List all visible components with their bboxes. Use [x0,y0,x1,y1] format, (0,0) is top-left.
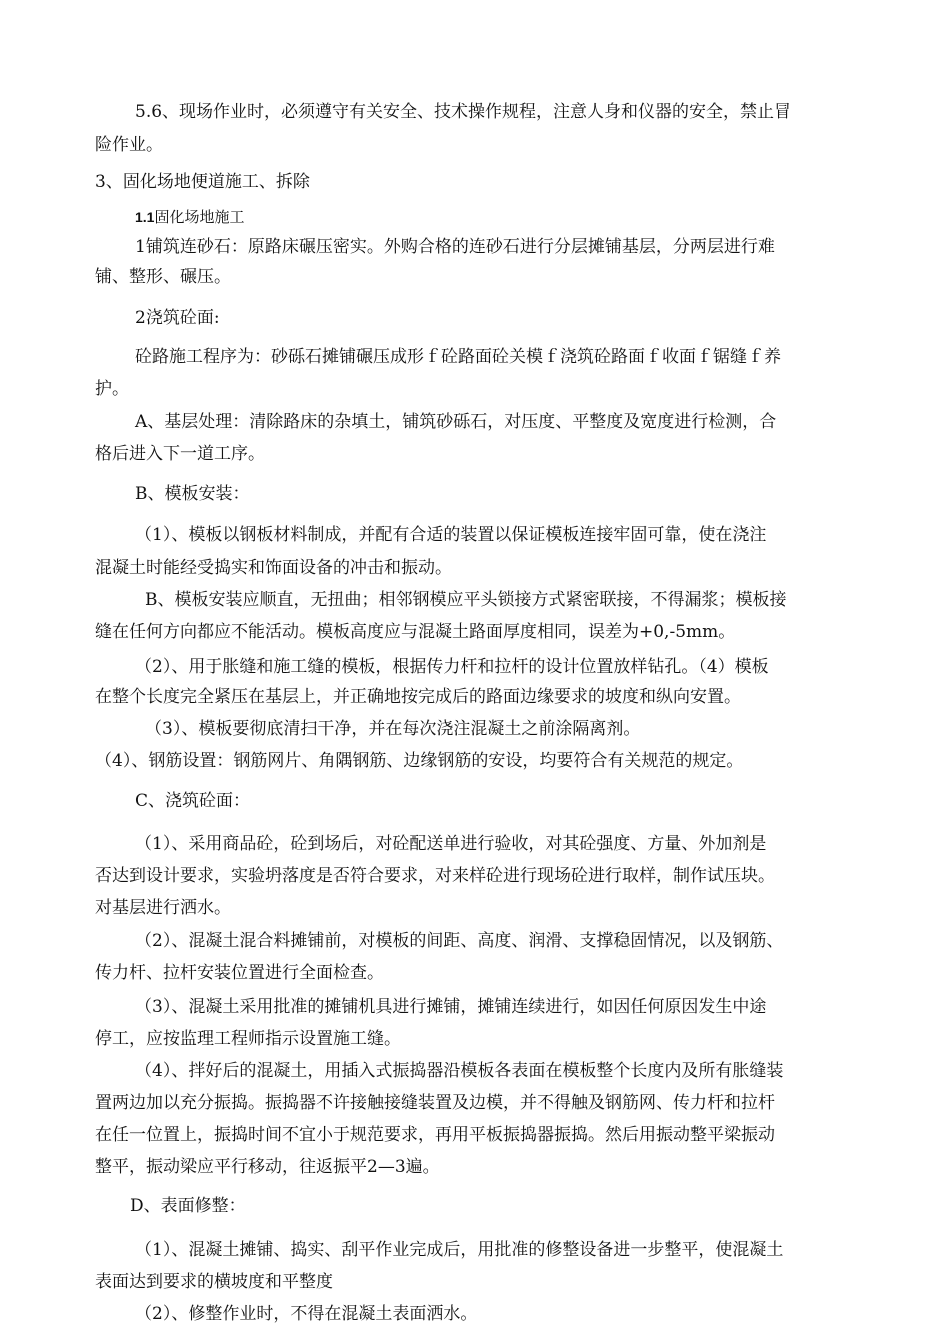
text-line: 缝在任何方向都应不能活动。模板高度应与混凝土路面厚度相同，误差为+0,-5mm。 [95,622,736,642]
text-line: （4）、拌好后的混凝土，用插入式振捣器沿模板各表面在模板整个长度内及所有胀缝装 [135,1061,784,1081]
text-line: 险作业。 [95,135,163,155]
text-line: （2）、混凝土混合料摊铺前，对模板的间距、高度、润滑、支撑稳固情况，以及钢筋、 [135,931,784,951]
text-line: 护。 [95,379,129,399]
text-line: 1铺筑连砂石：原路床碾压密实。外购合格的连砂石进行分层摊铺基层，分两层进行难 [135,237,775,257]
text-line: 置两边加以充分振捣。振捣器不许接触接缝装置及边模，并不得触及钢筋网、传力杆和拉杆 [95,1093,775,1113]
subsection-heading [135,206,244,228]
text-line: 在任一位置上，振捣时间不宜小于规范要求，再用平板振捣器振捣。然后用振动整平梁振动 [95,1125,775,1145]
text-line: 砼路施工程序为：砂砾石摊铺碾压成形ｆ砼路面砼关模ｆ浇筑砼路面ｆ收面ｆ锯缝ｆ养 [135,347,781,367]
text-line: 表面达到要求的横坡度和平整度 [95,1272,333,1292]
text-line: 停工，应按监理工程师指示设置施工缝。 [95,1029,401,1049]
text-line: C、浇筑砼面： [135,791,251,811]
text-line: （4）、钢筋设置：钢筋网片、角隅钢筋、边缘钢筋的安设，均要符合有关规范的规定。 [95,751,744,771]
text-line: A、基层处理：清除路床的杂填土，铺筑砂砾石，对压度、平整度及宽度进行检测，合 [135,412,777,432]
text-line: （2）、修整作业时，不得在混凝土表面洒水。 [135,1304,478,1324]
text-line: 传力杆、拉杆安装位置进行全面检查。 [95,963,384,983]
text-line: （3）、混凝土采用批准的摊铺机具进行摊铺，摊铺连续进行，如因任何原因发生中途 [135,997,767,1017]
text-line: （2）、用于胀缝和施工缝的模板，根据传力杆和拉杆的设计位置放样钻孔。（4）模板 [135,657,769,677]
text-line: 铺、整形、碾压。 [95,267,231,287]
text-line: 整平，振动梁应平行移动，往返振平2—3遍。 [95,1157,440,1177]
subsection-number: 1.1 [135,209,155,225]
text-line: 对基层进行洒水。 [95,898,231,918]
text-line: 在整个长度完全紧压在基层上，并正确地按完成后的路面边缘要求的坡度和纵向安置。 [95,687,741,707]
text-line: B、模板安装： [135,484,250,504]
text-line: 格后进入下一道工序。 [95,444,265,464]
text-line: 2浇筑砼面: [135,308,220,328]
subsection-title: 固化场地施工 [154,208,245,226]
text-line: 混凝土时能经受捣实和饰面设备的冲击和振动。 [95,558,452,578]
text-line: （3）、模板要彻底清扫干净，并在每次浇注混凝土之前涂隔离剂。 [145,719,641,739]
section-heading: 3、固化场地便道施工、拆除 [95,172,310,192]
text-line: （1）、混凝土摊铺、捣实、刮平作业完成后，用批准的修整设备进一步整平，使混凝土 [135,1240,784,1260]
text-line: （1）、模板以钢板材料制成，并配有合适的装置以保证模板连接牢固可靠，使在浇注 [135,525,767,545]
text-line: B、模板安装应顺直，无扭曲；相邻钢模应平头锁接方式紧密联接，不得漏浆；模板接 [145,590,787,610]
text-line: 5.6、现场作业时，必须遵守有关安全、技术操作规程，注意人身和仪器的安全，禁止冒 [135,102,792,122]
text-line: D、表面修整： [130,1196,246,1216]
text-line: （1）、采用商品砼，砼到场后，对砼配送单进行验收，对其砼强度、方量、外加剂是 [135,834,767,854]
text-line: 否达到设计要求，实验坍落度是否符合要求，对来样砼进行现场砼进行取样，制作试压块。 [95,866,775,886]
